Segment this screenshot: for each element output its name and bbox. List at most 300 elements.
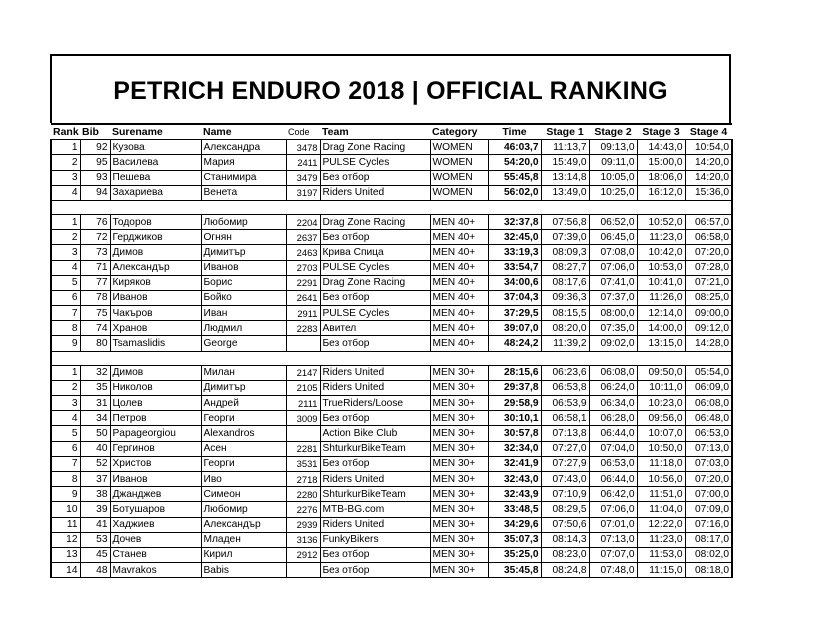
table-row [51,456,732,471]
group-men-30 [51,351,732,578]
cell-code [286,563,320,578]
table-row [51,245,732,260]
cell-bib: 72 [80,230,110,245]
cell-category: MEN 30+ [430,517,488,532]
cell-category: MEN 40+ [430,306,488,321]
cell-name: Любомир [201,214,286,229]
cell-surename: Пешева [110,170,201,185]
cell-surename: Чакъров [110,306,201,321]
cell-stage-3: 10:53,0 [637,260,685,275]
cell-stage-2: 06:34,0 [589,396,637,411]
cell-stage-1: 13:14,8 [541,170,589,185]
cell-code: 2637 [286,230,320,245]
table-row [51,321,732,336]
cell-name: Людмил [201,321,286,336]
spacer-cell [320,351,430,365]
spacer-cell [110,351,201,365]
cell-time: 29:37,8 [488,380,541,395]
table-row [51,214,732,229]
spacer-cell [286,200,320,214]
cell-time: 56:02,0 [488,185,541,200]
table-row [51,411,732,426]
cell-rank: 5 [51,275,80,290]
cell-code: 2291 [286,275,320,290]
spacer-cell [637,351,685,365]
cell-category: MEN 40+ [430,230,488,245]
cell-surename: Papageorgiou [110,426,201,441]
cell-bib: 37 [80,471,110,486]
cell-time: 34:00,6 [488,275,541,290]
cell-code: 3136 [286,532,320,547]
cell-stage-2: 09:11,0 [589,155,637,170]
cell-surename: Джанджев [110,487,201,502]
cell-time: 32:45,0 [488,230,541,245]
spacer-cell [685,351,732,365]
table-row [51,426,732,441]
spacer-cell [589,200,637,214]
header-name: Name [201,124,286,140]
cell-rank: 13 [51,547,80,562]
cell-rank: 1 [51,214,80,229]
cell-category: MEN 30+ [430,502,488,517]
cell-code: 2912 [286,547,320,562]
table-row [51,170,732,185]
header-category: Category [430,124,488,140]
table-row [51,471,732,486]
cell-stage-2: 07:06,0 [589,502,637,517]
cell-stage-1: 08:17,6 [541,275,589,290]
cell-stage-1: 15:49,0 [541,155,589,170]
cell-time: 35:45,8 [488,563,541,578]
page-title: PETRICH ENDURO 2018 | OFFICIAL RANKING [113,77,668,105]
ranking-sheet [50,54,731,578]
cell-time: 32:43,0 [488,471,541,486]
cell-code: 2718 [286,471,320,486]
cell-team: Riders United [320,380,430,395]
cell-stage-2: 06:08,0 [589,365,637,380]
cell-category: MEN 40+ [430,321,488,336]
cell-time: 30:57,8 [488,426,541,441]
cell-stage-2: 07:13,0 [589,532,637,547]
spacer-cell [320,200,430,214]
cell-category: MEN 30+ [430,396,488,411]
cell-bib: 35 [80,380,110,395]
cell-stage-2: 06:44,0 [589,426,637,441]
cell-team: Без отбор [320,336,430,351]
cell-surename: Петров [110,411,201,426]
cell-stage-4: 09:00,0 [685,306,732,321]
cell-team: ShturkurBikeTeam [320,487,430,502]
title-box [50,54,731,123]
cell-stage-2: 06:42,0 [589,487,637,502]
group-women [51,140,732,201]
spacer-cell [637,200,685,214]
cell-category: MEN 30+ [430,380,488,395]
cell-rank: 12 [51,532,80,547]
cell-name: Младен [201,532,286,547]
cell-bib: 78 [80,290,110,305]
cell-code: 2280 [286,487,320,502]
table-row [51,260,732,275]
cell-stage-1: 06:53,8 [541,380,589,395]
cell-team: Riders United [320,471,430,486]
cell-bib: 41 [80,517,110,532]
cell-code: 3009 [286,411,320,426]
spacer-cell [286,351,320,365]
cell-rank: 1 [51,365,80,380]
cell-name: Георги [201,411,286,426]
cell-code: 2147 [286,365,320,380]
cell-time: 33:19,3 [488,245,541,260]
cell-code: 2276 [286,502,320,517]
cell-rank: 10 [51,502,80,517]
cell-stage-1: 07:27,9 [541,456,589,471]
spacer-cell [80,200,110,214]
cell-surename: Иванов [110,290,201,305]
table-row [51,290,732,305]
cell-rank: 8 [51,471,80,486]
cell-stage-4: 14:20,0 [685,155,732,170]
spacer-cell [430,200,488,214]
cell-name: Любомир [201,502,286,517]
cell-stage-2: 07:35,0 [589,321,637,336]
cell-stage-2: 07:41,0 [589,275,637,290]
cell-stage-3: 16:12,0 [637,185,685,200]
cell-rank: 6 [51,441,80,456]
cell-name: Александър [201,517,286,532]
cell-stage-4: 07:16,0 [685,517,732,532]
cell-rank: 14 [51,563,80,578]
cell-stage-1: 07:43,0 [541,471,589,486]
cell-category: MEN 30+ [430,563,488,578]
table-row [51,547,732,562]
cell-stage-3: 11:04,0 [637,502,685,517]
cell-time: 39:07,0 [488,321,541,336]
cell-stage-4: 06:53,0 [685,426,732,441]
cell-bib: 76 [80,214,110,229]
cell-code: 3478 [286,140,320,155]
cell-surename: Димов [110,365,201,380]
cell-stage-1: 08:24,8 [541,563,589,578]
cell-stage-1: 08:15,5 [541,306,589,321]
cell-category: MEN 30+ [430,471,488,486]
cell-stage-3: 11:18,0 [637,456,685,471]
cell-team: PULSE Cycles [320,306,430,321]
cell-stage-2: 06:44,0 [589,471,637,486]
table-row [51,563,732,578]
table-row [51,230,732,245]
spacer-cell [51,351,80,365]
cell-stage-1: 08:27,7 [541,260,589,275]
cell-name: Александра [201,140,286,155]
cell-surename: Герджиков [110,230,201,245]
spacer-cell [430,351,488,365]
cell-rank: 3 [51,245,80,260]
header-team: Team [320,124,430,140]
cell-category: MEN 40+ [430,214,488,229]
spacer-cell [541,200,589,214]
cell-stage-3: 11:51,0 [637,487,685,502]
cell-stage-2: 10:05,0 [589,170,637,185]
cell-stage-3: 12:14,0 [637,306,685,321]
cell-time: 46:03,7 [488,140,541,155]
cell-code [286,336,320,351]
cell-name: Бойко [201,290,286,305]
cell-stage-3: 15:00,0 [637,155,685,170]
cell-stage-3: 10:50,0 [637,441,685,456]
cell-bib: 92 [80,140,110,155]
table-row [51,487,732,502]
cell-code: 3197 [286,185,320,200]
cell-code: 2283 [286,321,320,336]
table-row [51,336,732,351]
cell-stage-1: 08:29,5 [541,502,589,517]
cell-name: Иван [201,306,286,321]
cell-name: Андрей [201,396,286,411]
cell-bib: 45 [80,547,110,562]
table-row [51,502,732,517]
cell-bib: 38 [80,487,110,502]
spacer-cell [488,200,541,214]
cell-team: MTB-BG.com [320,502,430,517]
cell-name: Огнян [201,230,286,245]
cell-time: 35:25,0 [488,547,541,562]
cell-rank: 8 [51,321,80,336]
cell-stage-1: 08:09,3 [541,245,589,260]
cell-surename: Христов [110,456,201,471]
cell-stage-3: 11:26,0 [637,290,685,305]
header-stage-4: Stage 4 [685,124,732,140]
cell-rank: 11 [51,517,80,532]
cell-team: Без отбор [320,411,430,426]
cell-bib: 71 [80,260,110,275]
cell-rank: 9 [51,336,80,351]
cell-stage-1: 07:27,0 [541,441,589,456]
spacer-cell [110,200,201,214]
cell-code: 3479 [286,170,320,185]
cell-stage-3: 11:23,0 [637,230,685,245]
cell-name: Иванов [201,260,286,275]
cell-stage-1: 08:23,0 [541,547,589,562]
cell-stage-4: 07:03,0 [685,456,732,471]
cell-stage-2: 06:53,0 [589,456,637,471]
cell-stage-4: 07:20,0 [685,471,732,486]
cell-surename: Дочев [110,532,201,547]
cell-rank: 4 [51,411,80,426]
cell-surename: Станев [110,547,201,562]
cell-time: 48:24,2 [488,336,541,351]
cell-time: 30:10,1 [488,411,541,426]
cell-team: Без отбор [320,547,430,562]
cell-surename: Киряков [110,275,201,290]
cell-surename: Димов [110,245,201,260]
cell-name: Борис [201,275,286,290]
cell-category: MEN 40+ [430,245,488,260]
cell-stage-1: 08:14,3 [541,532,589,547]
cell-time: 32:34,0 [488,441,541,456]
cell-rank: 4 [51,260,80,275]
cell-surename: Tsamaslidis [110,336,201,351]
cell-stage-1: 07:39,0 [541,230,589,245]
cell-stage-4: 07:00,0 [685,487,732,502]
cell-stage-3: 13:15,0 [637,336,685,351]
cell-rank: 2 [51,230,80,245]
table-row [51,380,732,395]
cell-stage-1: 07:56,8 [541,214,589,229]
cell-stage-3: 10:11,0 [637,380,685,395]
cell-time: 55:45,8 [488,170,541,185]
table-row [51,155,732,170]
cell-stage-2: 07:01,0 [589,517,637,532]
cell-time: 54:20,0 [488,155,541,170]
cell-name: Асен [201,441,286,456]
cell-stage-1: 07:50,6 [541,517,589,532]
cell-stage-2: 09:02,0 [589,336,637,351]
cell-stage-2: 10:25,0 [589,185,637,200]
cell-team: Без отбор [320,563,430,578]
cell-name: Иво [201,471,286,486]
cell-name: Кирил [201,547,286,562]
header-stage-3: Stage 3 [637,124,685,140]
cell-stage-4: 07:20,0 [685,245,732,260]
cell-time: 33:54,7 [488,260,541,275]
cell-code: 2204 [286,214,320,229]
cell-team: Drag Zone Racing [320,275,430,290]
cell-surename: Хаджиев [110,517,201,532]
cell-stage-3: 14:43,0 [637,140,685,155]
cell-team: Без отбор [320,290,430,305]
spacer-cell [685,200,732,214]
cell-name: Alexandros [201,426,286,441]
cell-stage-1: 08:20,0 [541,321,589,336]
cell-bib: 48 [80,563,110,578]
cell-stage-2: 06:52,0 [589,214,637,229]
cell-rank: 3 [51,170,80,185]
cell-stage-2: 07:06,0 [589,260,637,275]
table-row [51,275,732,290]
cell-stage-4: 06:58,0 [685,230,732,245]
cell-team: Крива Спица [320,245,430,260]
cell-category: MEN 30+ [430,532,488,547]
cell-name: Венета [201,185,286,200]
cell-stage-3: 11:23,0 [637,532,685,547]
cell-stage-4: 07:13,0 [685,441,732,456]
table-row [51,517,732,532]
cell-surename: Александър [110,260,201,275]
cell-team: PULSE Cycles [320,155,430,170]
header-stage-1: Stage 1 [541,124,589,140]
cell-surename: Николов [110,380,201,395]
cell-stage-4: 06:09,0 [685,380,732,395]
cell-team: Авител [320,321,430,336]
cell-stage-2: 07:37,0 [589,290,637,305]
cell-team: Drag Zone Racing [320,214,430,229]
cell-bib: 74 [80,321,110,336]
cell-bib: 40 [80,441,110,456]
cell-stage-4: 05:54,0 [685,365,732,380]
cell-stage-4: 10:54,0 [685,140,732,155]
cell-stage-4: 14:20,0 [685,170,732,185]
table-header [51,124,732,140]
cell-code: 2411 [286,155,320,170]
cell-stage-1: 06:58,1 [541,411,589,426]
spacer-cell [80,351,110,365]
cell-surename: Иванов [110,471,201,486]
cell-stage-2: 09:13,0 [589,140,637,155]
cell-bib: 73 [80,245,110,260]
header-rank: Rank [51,124,80,140]
cell-name: Babis [201,563,286,578]
cell-name: Симеон [201,487,286,502]
spacer-cell [51,200,80,214]
cell-category: MEN 30+ [430,487,488,502]
cell-time: 32:43,9 [488,487,541,502]
cell-rank: 7 [51,306,80,321]
cell-rank: 2 [51,155,80,170]
cell-name: Станимира [201,170,286,185]
cell-stage-3: 12:22,0 [637,517,685,532]
cell-stage-4: 06:08,0 [685,396,732,411]
cell-code [286,426,320,441]
group-men-40 [51,200,732,351]
cell-name: Димитър [201,245,286,260]
cell-stage-1: 11:39,2 [541,336,589,351]
cell-stage-4: 07:21,0 [685,275,732,290]
spacer-cell [201,200,286,214]
cell-stage-3: 10:41,0 [637,275,685,290]
cell-time: 32:37,8 [488,214,541,229]
cell-rank: 4 [51,185,80,200]
cell-stage-2: 07:48,0 [589,563,637,578]
cell-surename: Хранов [110,321,201,336]
cell-stage-2: 06:45,0 [589,230,637,245]
cell-stage-2: 08:00,0 [589,306,637,321]
cell-team: TrueRiders/Loose [320,396,430,411]
cell-category: MEN 40+ [430,260,488,275]
cell-stage-2: 07:07,0 [589,547,637,562]
cell-category: WOMEN [430,140,488,155]
header-time: Time [488,124,541,140]
cell-time: 34:29,6 [488,517,541,532]
cell-name: Милан [201,365,286,380]
table-row [51,441,732,456]
cell-time: 37:04,3 [488,290,541,305]
cell-team: PULSE Cycles [320,260,430,275]
table-row [51,140,732,155]
cell-team: Без отбор [320,230,430,245]
cell-stage-1: 06:23,6 [541,365,589,380]
spacer-cell [589,351,637,365]
cell-rank: 5 [51,426,80,441]
cell-code: 2911 [286,306,320,321]
cell-time: 29:58,9 [488,396,541,411]
cell-team: ShturkurBikeTeam [320,441,430,456]
cell-stage-4: 08:18,0 [685,563,732,578]
cell-stage-4: 09:12,0 [685,321,732,336]
cell-stage-2: 06:28,0 [589,411,637,426]
cell-bib: 39 [80,502,110,517]
table-row [51,306,732,321]
header-bib: Bib [80,124,110,140]
cell-category: MEN 30+ [430,365,488,380]
cell-code: 2641 [286,290,320,305]
cell-team: FunkyBikers [320,532,430,547]
cell-rank: 3 [51,396,80,411]
cell-name: George [201,336,286,351]
cell-bib: 52 [80,456,110,471]
group-spacer [51,351,732,365]
header-code: Code [286,124,320,140]
